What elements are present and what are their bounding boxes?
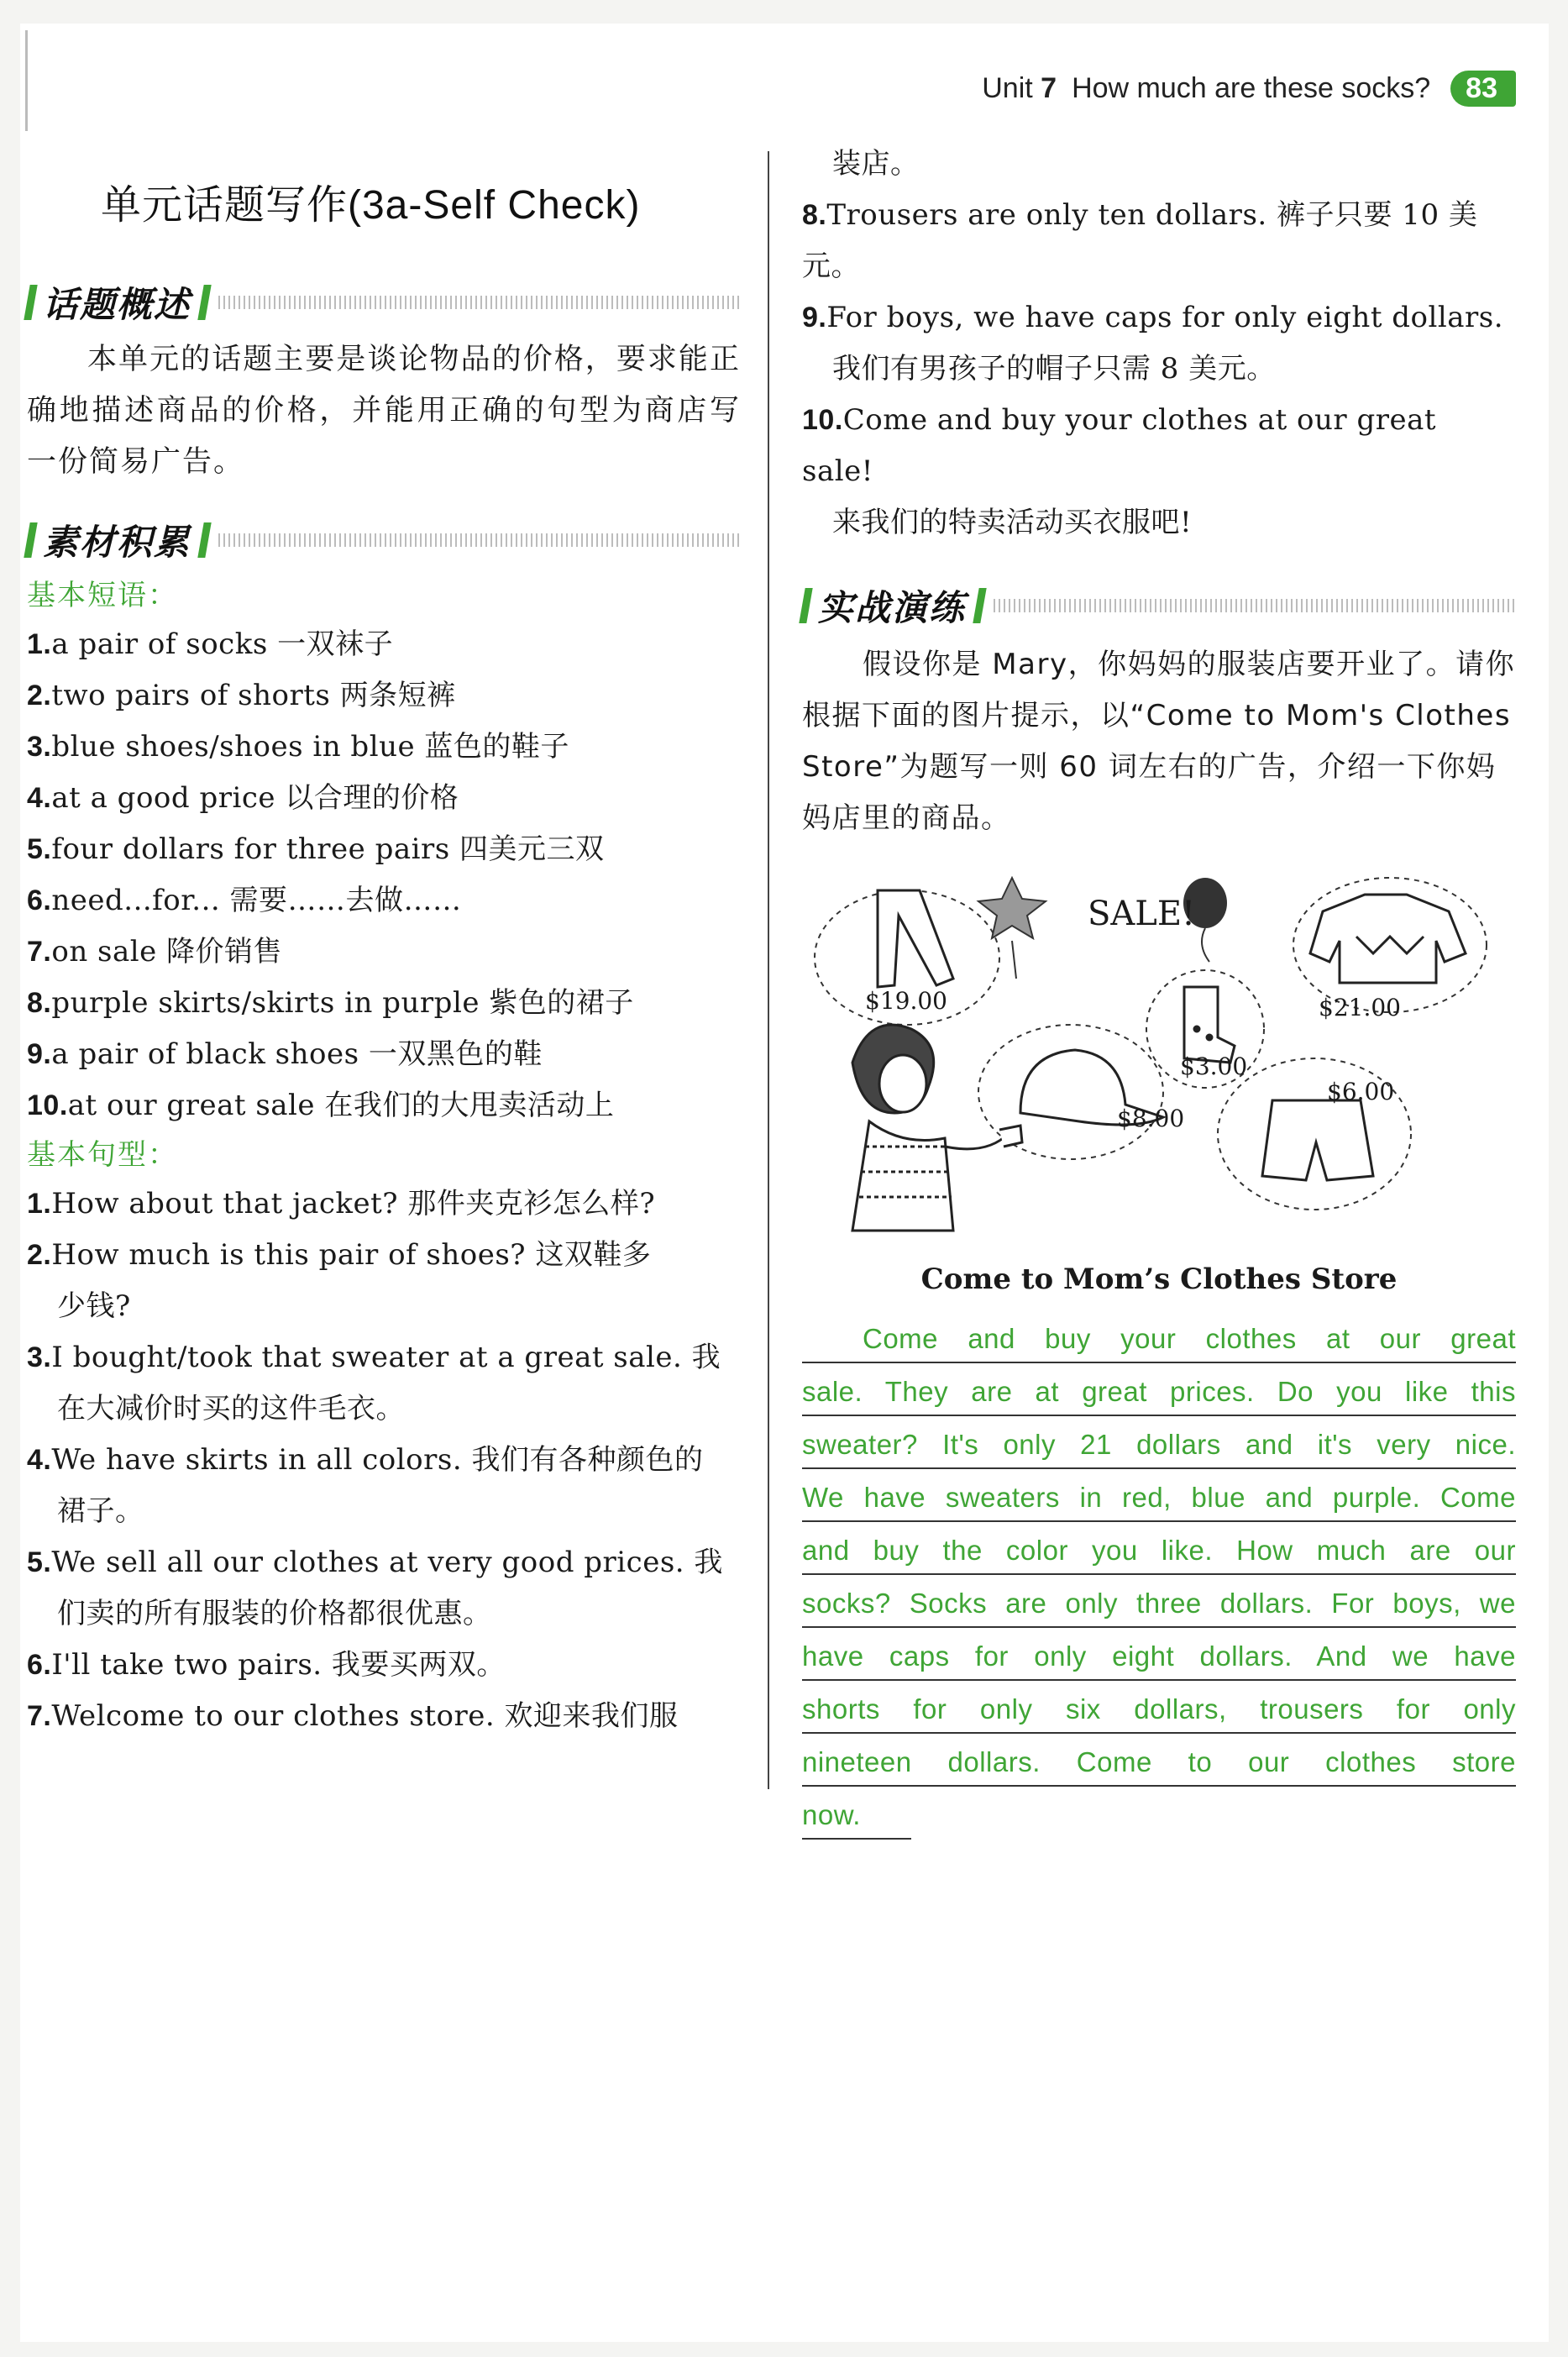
- item-text: four dollars for three pairs 四美元三双: [51, 832, 605, 866]
- list-item: [27, 875, 741, 927]
- item-text-continued: 在大减价时买的这件毛衣。: [57, 1392, 405, 1425]
- socks-icon: [1184, 987, 1235, 1063]
- answer-line: and buy the color you like. How much are our: [802, 1525, 1516, 1575]
- unit-number: 7: [1041, 71, 1057, 104]
- list-item: [27, 1029, 741, 1080]
- list-item: [27, 824, 741, 875]
- item-text: How much is this pair of shoes? 这双鞋多: [51, 1238, 652, 1272]
- heading-bar-icon: [197, 285, 211, 320]
- list-item: [27, 619, 741, 670]
- item-text: We sell all our clothes at very good prices. 我: [51, 1546, 723, 1579]
- item-number: 8.: [802, 199, 827, 231]
- item-number: 1.: [27, 628, 52, 660]
- list-item: [802, 395, 1516, 549]
- item-text: purple skirts/skirts in purple 紫色的裙子: [51, 986, 634, 1020]
- item-number: 2.: [27, 1239, 52, 1271]
- item-number: 4.: [27, 1444, 52, 1476]
- column-divider: [768, 151, 769, 1789]
- practice-prompt: 假设你是 Mary，你妈妈的服装店要开业了。请你根据下面的图片提示，以“Come to Mom's Clothes Store”为题写一则 60 词左右的广告，介绍一下你妈妈店里的商品。: [802, 648, 1516, 835]
- item-text: I'll take two pairs. 我要买两双。: [51, 1648, 506, 1682]
- price-trousers: $19.00: [865, 987, 947, 1015]
- item-text-continued: 裙子。: [57, 1494, 144, 1528]
- answer-line: now.: [802, 1789, 911, 1840]
- sale-text: SALE!: [1088, 895, 1196, 933]
- item-text: blue shoes/shoes in blue 蓝色的鞋子: [51, 730, 569, 764]
- item-text: How about that jacket? 那件夹克衫怎么样?: [51, 1187, 656, 1220]
- list-item: [27, 1537, 741, 1640]
- list-item: [27, 1435, 741, 1537]
- phrase-list: [27, 619, 741, 1131]
- answer-line: socks? Socks are only three dollars. For boys, we: [802, 1577, 1516, 1628]
- trousers-icon: [878, 890, 953, 987]
- price-socks: $3.00: [1180, 1053, 1248, 1080]
- item-text: Come and buy your clothes at our great sale!: [802, 403, 1437, 488]
- girl-figure-icon: [852, 1025, 1022, 1231]
- heading-bar-icon: [197, 522, 211, 558]
- item-text: a pair of socks 一双袜子: [51, 627, 394, 661]
- item-text-continued: 少钱?: [57, 1289, 131, 1323]
- item-text: Welcome to our clothes store. 欢迎来我们服: [51, 1699, 679, 1733]
- list-item: [27, 773, 741, 824]
- list-item: [27, 1178, 741, 1230]
- essay-title: Come to Mom’s Clothes Store: [920, 1262, 1398, 1296]
- price-shorts: $6.00: [1327, 1078, 1395, 1105]
- item-number: 2.: [27, 680, 52, 711]
- section-heading-practice: [802, 582, 1516, 629]
- sentence-list: [27, 1178, 741, 1742]
- unit-prefix: Unit: [982, 71, 1033, 104]
- list-item: [27, 722, 741, 773]
- phrases-label: 基本短语：: [27, 579, 178, 612]
- item-text-continued: 我们有男孩子的帽子只需 8 美元。: [832, 352, 1276, 386]
- overview-text: 本单元的话题主要是谈论物品的价格，要求能正确地描述商品的价格，并能用正确的句型为商店写一份简易广告。: [27, 343, 741, 479]
- list-item: [802, 139, 1516, 190]
- page-number-badge: 83: [1450, 71, 1516, 107]
- item-text: two pairs of shorts 两条短裤: [51, 679, 456, 712]
- item-number: 3.: [27, 1341, 52, 1373]
- item-number: 1.: [27, 1188, 52, 1220]
- item-text: at our great sale 在我们的大甩卖活动上: [67, 1089, 615, 1122]
- sentence-list-continued: [802, 139, 1516, 549]
- dotted-rule: [218, 296, 741, 309]
- item-text: For boys, we have caps for only eight dollars.: [826, 301, 1504, 334]
- list-item: [27, 978, 741, 1029]
- answer-line: shorts for only six dollars, trousers for only: [802, 1683, 1516, 1734]
- item-number: 9.: [802, 302, 827, 333]
- item-number: 10.: [27, 1089, 68, 1121]
- price-sweater: $21.00: [1319, 994, 1401, 1021]
- sentences-label: 基本句型：: [27, 1138, 178, 1172]
- section-heading-materials: [27, 517, 741, 564]
- item-number: 8.: [27, 987, 52, 1019]
- page-title: 单元话题写作(3a-Self Check): [101, 183, 641, 228]
- star-icon: [978, 878, 1046, 938]
- list-item: [27, 1332, 741, 1435]
- left-column: [27, 151, 741, 1742]
- list-item: [27, 1640, 741, 1691]
- list-item: [27, 1691, 741, 1742]
- shorts-icon: [1262, 1100, 1373, 1180]
- dotted-rule: [994, 599, 1516, 612]
- item-number: 10.: [802, 404, 843, 436]
- list-item: [802, 190, 1516, 292]
- list-item: [27, 670, 741, 722]
- item-number: 6.: [27, 1649, 52, 1681]
- item-text: We have skirts in all colors. 我们有各种颜色的: [51, 1443, 704, 1477]
- answer-line: We have sweaters in red, blue and purple. Come: [802, 1472, 1516, 1522]
- answer-line: Come and buy your clothes at our great: [802, 1313, 1516, 1363]
- answer-line: sweater? It's only 21 dollars and it's very nice.: [802, 1419, 1516, 1469]
- item-number: 4.: [27, 782, 52, 814]
- item-number: 3.: [27, 731, 52, 763]
- answer-line: have caps for only eight dollars. And we have: [802, 1630, 1516, 1681]
- item-text: a pair of black shoes 一双黑色的鞋: [51, 1037, 543, 1071]
- dotted-rule: [218, 533, 741, 547]
- sample-answer: [802, 1313, 1516, 1840]
- item-text: on sale 降价销售: [51, 935, 283, 969]
- answer-line: nineteen dollars. Come to our clothes store: [802, 1736, 1516, 1787]
- list-item: [802, 292, 1516, 395]
- item-number: 7.: [27, 936, 52, 968]
- section-label: 话题概述: [43, 284, 191, 325]
- item-text: 装店。: [832, 147, 920, 181]
- page-header: [982, 67, 1516, 109]
- item-text-continued: 们卖的所有服装的价格都很优惠。: [57, 1597, 492, 1630]
- item-text: need...for... 需要……去做……: [51, 884, 462, 917]
- item-number: 5.: [27, 833, 52, 865]
- item-number: 7.: [27, 1700, 52, 1732]
- item-text: at a good price 以合理的价格: [51, 781, 459, 815]
- item-number: 9.: [27, 1038, 52, 1070]
- price-cap: $8.00: [1117, 1105, 1185, 1132]
- list-item: [27, 1080, 741, 1131]
- item-text: Trousers are only ten dollars. 裤子只要 10 美元。: [802, 198, 1478, 283]
- section-label: 实战演练: [818, 587, 967, 628]
- margin-rule: [25, 30, 28, 131]
- unit-title: How much are these socks?: [1072, 71, 1431, 104]
- item-number: 5.: [27, 1546, 52, 1578]
- list-item: [27, 1230, 741, 1332]
- item-text: I bought/took that sweater at a great sale. 我: [51, 1341, 721, 1374]
- unit-label: [982, 72, 1057, 105]
- section-heading-overview: [27, 279, 741, 326]
- item-text-continued: 来我们的特卖活动买衣服吧!: [832, 506, 1193, 539]
- right-column: [802, 139, 1516, 1842]
- section-label: 素材积累: [43, 522, 191, 563]
- sale-illustration: [802, 861, 1516, 1256]
- heading-bar-icon: [973, 588, 986, 623]
- list-item: [27, 927, 741, 978]
- item-number: 6.: [27, 885, 52, 916]
- sweater-icon: [1310, 895, 1466, 983]
- answer-line: sale. They are at great prices. Do you like this: [802, 1366, 1516, 1416]
